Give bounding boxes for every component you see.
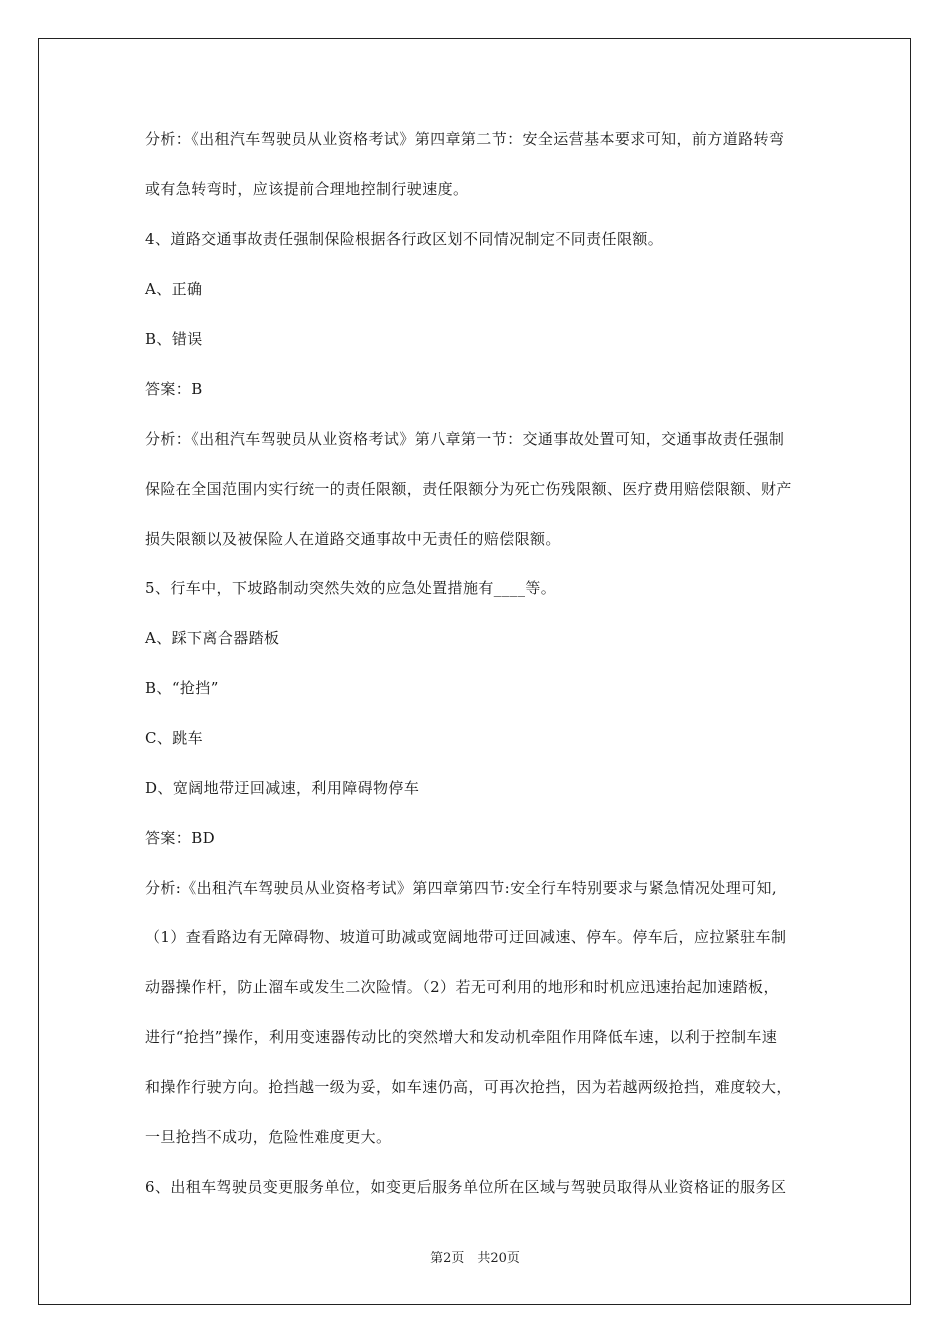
question-5-text: 5、行车中，下坡路制动突然失效的应急处置措施有____等。 (145, 579, 557, 597)
question-6-text: 6、出租车驾驶员变更服务单位，如变更后服务单位所在区域与驾驶员取得从业资格证的服务区 (145, 1178, 787, 1196)
option-b: B、错误 (145, 330, 203, 348)
analysis-text-line: 进行“抢挡”操作，利用变速器传动比的突然增大和发动机牵阻作用降低车速，以利于控制车速 (145, 1028, 778, 1046)
analysis-text-line: 和操作行驶方向。抢挡越一级为妥，如车速仍高，可再次抢挡，因为若越两级抢挡，难度较大， (145, 1078, 792, 1096)
analysis-text-line: 分析：《出租汽车驾驶员从业资格考试》第四章第二节：安全运营基本要求可知，前方道路转弯 (145, 130, 785, 148)
option-a: A、踩下离合器踏板 (145, 629, 280, 647)
answer-text: 答案：BD (145, 829, 216, 847)
option-a: A、正确 (145, 280, 203, 298)
option-d: D、宽阔地带迂回减速，利用障碍物停车 (145, 779, 420, 797)
analysis-text-line: 一旦抢挡不成功，危险性难度更大。 (145, 1128, 392, 1146)
analysis-text-line: 损失限额以及被保险人在道路交通事故中无责任的赔偿限额。 (145, 530, 561, 548)
option-b: B、“抢挡” (145, 679, 219, 697)
question-4-text: 4、道路交通事故责任强制保险根据各行政区划不同情况制定不同责任限额。 (145, 230, 664, 248)
page-number-footer: 第2页 共20页 (430, 1251, 520, 1266)
analysis-text-line: 分析：《出租汽车驾驶员从业资格考试》第八章第一节：交通事故处置可知，交通事故责任强制 (145, 430, 785, 448)
option-c: C、跳车 (145, 729, 204, 747)
analysis-text-line: 保险在全国范围内实行统一的责任限额，责任限额分为死亡伤残限额、医疗费用赔偿限额、财产 (145, 480, 792, 498)
answer-text: 答案：B (145, 380, 203, 398)
analysis-text-line: （1）查看路边有无障碍物、坡道可助减或宽阔地带可迂回减速、停车。停车后，应拉紧驻车制 (145, 928, 787, 946)
analysis-text-line: 或有急转弯时，应该提前合理地控制行驶速度。 (145, 180, 469, 198)
analysis-text-line: 动器操作杆，防止溜车或发生二次险情。（2）若无可利用的地形和时机应迅速抬起加速踏板， (145, 978, 779, 996)
analysis-text-line: 分析:《出租汽车驾驶员从业资格考试》第四章第四节:安全行车特别要求与紧急情况处理可知, (145, 879, 778, 897)
